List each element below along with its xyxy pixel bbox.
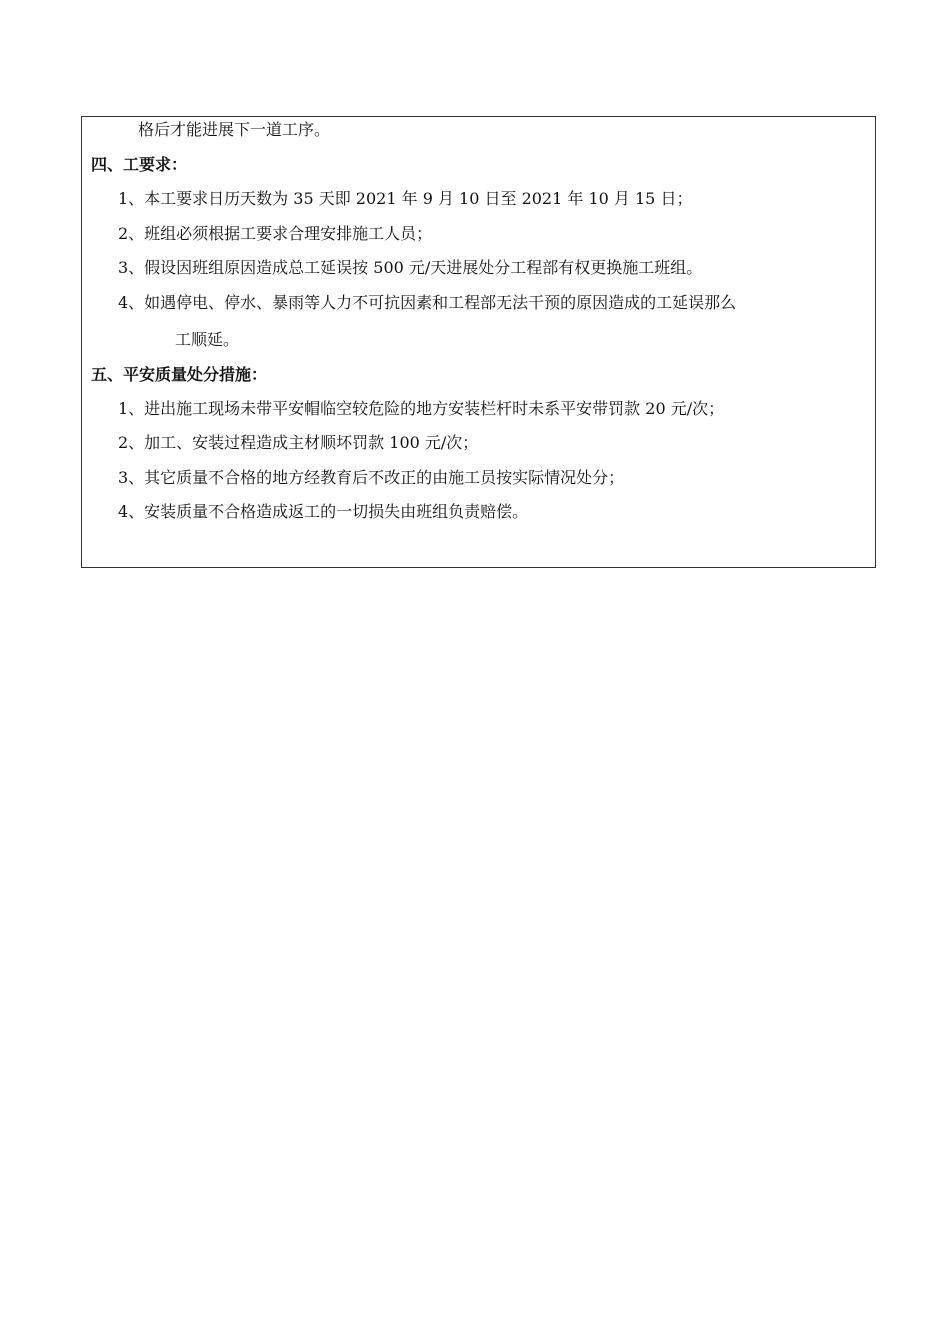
section-4-item-2: 2、班组必须根据工要求合理安排施工人员； [118, 224, 433, 243]
section-4-item-1: 1、本工要求日历天数为 35 天即 2021 年 9 月 10 日至 2021 年 10 月 15 日； [118, 189, 693, 208]
section-5-heading: 五、平安质量处分措施： [91, 365, 268, 384]
section-4-heading: 四、工要求： [91, 155, 188, 174]
section-5-item-1: 1、进出施工现场未带平安帽临空较危险的地方安装栏杆时未系平安带罚款 20 元/次； [118, 399, 725, 418]
section-5-item-2: 2、加工、安装过程造成主材顺坏罚款 100 元/次； [118, 433, 479, 452]
continuation-text: 格后才能进展下一道工序。 [138, 120, 331, 139]
section-5-item-3: 3、其它质量不合格的地方经教育后不改正的由施工员按实际情况处分； [118, 468, 625, 487]
section-5-item-4: 4、安装质量不合格造成返工的一切损失由班组负责赔偿。 [118, 502, 529, 521]
section-4-item-3: 3、假设因班组原因造成总工延误按 500 元/天进展处分工程部有权更换施工班组。 [118, 258, 703, 277]
section-4-item-4: 4、如遇停电、停水、暴雨等人力不可抗因素和工程部无法干预的原因造成的工延误那么 [118, 293, 737, 312]
section-4-item-4-continuation: 工顺延。 [175, 330, 240, 349]
